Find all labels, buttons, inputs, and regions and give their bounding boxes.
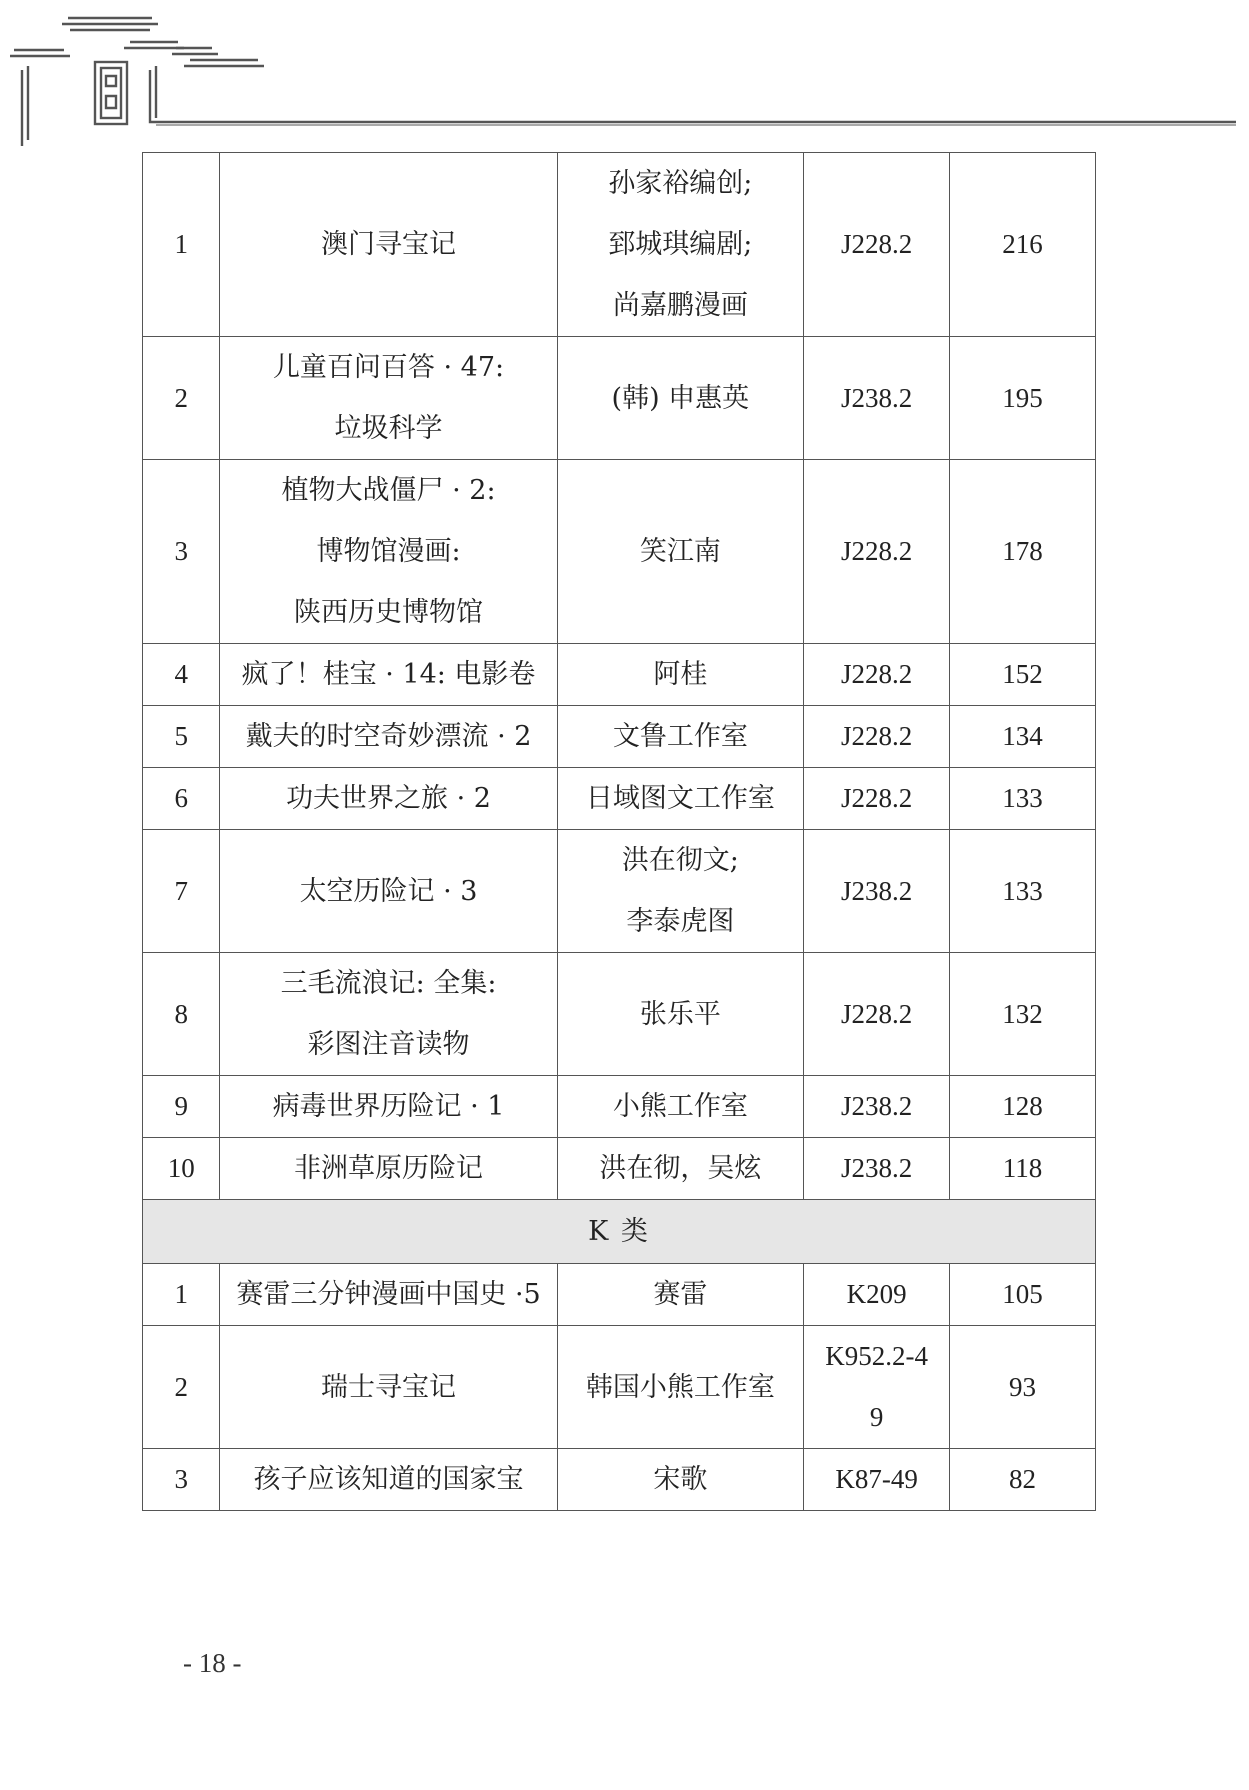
classification-code: 9 <box>869 1402 884 1432</box>
borrow-count-cell: 82 <box>950 1449 1096 1511</box>
book-author-cell <box>557 1326 804 1449</box>
classification-code: K952.2-4 <box>825 1341 928 1371</box>
borrow-count-cell: 178 <box>950 460 1096 644</box>
classification-code-cell <box>804 1138 950 1200</box>
book-title-cell <box>220 1076 557 1138</box>
table-row <box>143 644 1096 706</box>
table-row <box>143 1449 1096 1511</box>
table-row <box>143 706 1096 768</box>
book-author: 洪在彻文; <box>621 845 739 876</box>
classification-code: J238.2 <box>840 1153 913 1183</box>
k-category-header <box>143 1200 1096 1264</box>
book-title: 太空历险记 · 3 <box>299 875 478 907</box>
data-table <box>142 152 1096 1511</box>
classification-code: J228.2 <box>840 783 913 813</box>
table-row <box>143 1264 1096 1326</box>
book-title-cell <box>220 830 557 953</box>
classification-code-cell <box>804 1264 950 1326</box>
book-title: 瑞士寻宝记 <box>321 1371 457 1403</box>
borrow-count-cell: 118 <box>950 1138 1096 1200</box>
table-row <box>143 337 1096 460</box>
page-number: - 18 - <box>183 1648 242 1678</box>
borrow-count-cell: 133 <box>950 830 1096 953</box>
classification-code-cell <box>804 1076 950 1138</box>
classification-code: K87-49 <box>835 1464 918 1494</box>
borrow-count-cell: 128 <box>950 1076 1096 1138</box>
book-title-cell <box>220 953 557 1076</box>
book-author-cell <box>557 706 804 768</box>
row-number-cell: 10 <box>143 1138 220 1200</box>
book-title: 儿童百问百答 · 47: <box>272 352 505 383</box>
book-author-cell <box>557 337 804 460</box>
book-author: 赛雷 <box>653 1279 708 1310</box>
book-author: 尚嘉鹏漫画 <box>612 290 748 321</box>
classification-code-cell <box>804 706 950 768</box>
table-row <box>143 953 1096 1076</box>
borrow-count-cell: 105 <box>950 1264 1096 1326</box>
book-author-cell <box>557 830 804 953</box>
borrow-count-cell: 152 <box>950 644 1096 706</box>
row-number-cell: 7 <box>143 830 220 953</box>
book-title: 疯了！桂宝 · 14: 电影卷 <box>241 659 536 690</box>
book-author-cell <box>557 1138 804 1200</box>
book-title: 博物馆漫画: <box>316 536 461 567</box>
row-number-cell: 4 <box>143 644 220 706</box>
book-author: 小熊工作室 <box>612 1091 748 1122</box>
classification-code: J228.2 <box>840 659 913 689</box>
book-author: 宋歌 <box>653 1464 708 1495</box>
book-author-cell <box>557 460 804 644</box>
classification-code: J228.2 <box>840 536 913 566</box>
classification-code-cell <box>804 644 950 706</box>
classification-code-cell <box>804 830 950 953</box>
book-author-cell <box>557 1076 804 1138</box>
table-row <box>143 1326 1096 1449</box>
category-row <box>143 1200 1096 1264</box>
j-category-rows <box>143 153 1096 1200</box>
row-number-cell: 5 <box>143 706 220 768</box>
table-row <box>143 830 1096 953</box>
book-title-cell <box>220 1264 557 1326</box>
row-number-cell: 2 <box>143 1326 220 1449</box>
book-author-cell <box>557 1264 804 1326</box>
book-title: 三毛流浪记: 全集: <box>280 968 497 999</box>
book-title: 戴夫的时空奇妙漂流 · 2 <box>245 721 532 752</box>
classification-code: J238.2 <box>840 1091 913 1121</box>
book-author: 日域图文工作室 <box>585 783 775 814</box>
book-title-cell <box>220 706 557 768</box>
book-title-cell <box>220 460 557 644</box>
book-author-cell <box>557 153 804 337</box>
classification-code: J238.2 <box>840 382 913 413</box>
book-title: 垃圾科学 <box>334 413 443 444</box>
table-row <box>143 768 1096 830</box>
classification-code-cell <box>804 768 950 830</box>
book-title: 病毒世界历险记 · 1 <box>272 1091 505 1122</box>
classification-code-cell <box>804 953 950 1076</box>
row-number-cell: 2 <box>143 337 220 460</box>
book-author: 笑江南 <box>639 536 721 567</box>
borrow-count-cell: 93 <box>950 1326 1096 1449</box>
book-title-cell <box>220 153 557 337</box>
book-author-cell <box>557 1449 804 1511</box>
book-author-cell <box>557 953 804 1076</box>
book-title-cell <box>220 1138 557 1200</box>
book-title-cell <box>220 1326 557 1449</box>
book-title: 非洲草原历险记 <box>294 1153 484 1184</box>
borrow-count-cell: 134 <box>950 706 1096 768</box>
book-title: 赛雷三分钟漫画中国史 ·5 <box>236 1279 541 1310</box>
book-author: 郅城琪编剧; <box>608 229 753 260</box>
book-author-cell <box>557 768 804 830</box>
category-label: K 类 <box>588 1216 650 1247</box>
row-number-cell: 1 <box>143 153 220 337</box>
book-author: 阿桂 <box>653 659 708 690</box>
book-title-cell <box>220 644 557 706</box>
classification-code: K209 <box>846 1279 907 1309</box>
table-row <box>143 1138 1096 1200</box>
table-row <box>143 460 1096 644</box>
k-category-rows <box>143 1264 1096 1511</box>
book-title: 功夫世界之旅 · 2 <box>286 783 491 814</box>
borrow-count-cell: 216 <box>950 153 1096 337</box>
borrow-count-cell: 133 <box>950 768 1096 830</box>
classification-code: J238.2 <box>840 875 913 906</box>
book-author: 孙家裕编创; <box>608 168 753 199</box>
book-title: 澳门寻宝记 <box>321 229 457 260</box>
header-ornament <box>0 0 1249 150</box>
classification-code-cell <box>804 337 950 460</box>
classification-code-cell <box>804 1449 950 1511</box>
book-title-cell <box>220 337 557 460</box>
row-number-cell: 6 <box>143 768 220 830</box>
book-title-cell <box>220 768 557 830</box>
book-author: 韩国小熊工作室 <box>585 1371 775 1403</box>
classification-code-cell <box>804 153 950 337</box>
row-number-cell: 8 <box>143 953 220 1076</box>
book-title: 陕西历史博物馆 <box>294 597 484 628</box>
classification-code: J228.2 <box>840 721 913 751</box>
book-title: 孩子应该知道的国家宝 <box>253 1464 524 1495</box>
table-row <box>143 1076 1096 1138</box>
classification-code-cell <box>804 1326 950 1449</box>
row-number-cell: 1 <box>143 1264 220 1326</box>
classification-code: J228.2 <box>840 998 913 1029</box>
borrow-count-cell: 195 <box>950 337 1096 460</box>
book-title-cell <box>220 1449 557 1511</box>
table-row <box>143 153 1096 337</box>
book-title: 彩图注音读物 <box>307 1029 470 1060</box>
classification-code-cell <box>804 460 950 644</box>
row-number-cell: 3 <box>143 460 220 644</box>
row-number-cell: 3 <box>143 1449 220 1511</box>
book-author: 洪在彻，吴炫 <box>599 1153 762 1184</box>
book-author: 文鲁工作室 <box>612 721 748 752</box>
book-author: (韩) 申惠英 <box>611 382 750 414</box>
row-number-cell: 9 <box>143 1076 220 1138</box>
book-author-cell <box>557 644 804 706</box>
book-author: 李泰虎图 <box>626 906 735 937</box>
borrow-count-cell: 132 <box>950 953 1096 1076</box>
book-author: 张乐平 <box>639 998 721 1030</box>
classification-code: J228.2 <box>840 229 913 259</box>
book-title: 植物大战僵尸 · 2: <box>281 475 496 506</box>
